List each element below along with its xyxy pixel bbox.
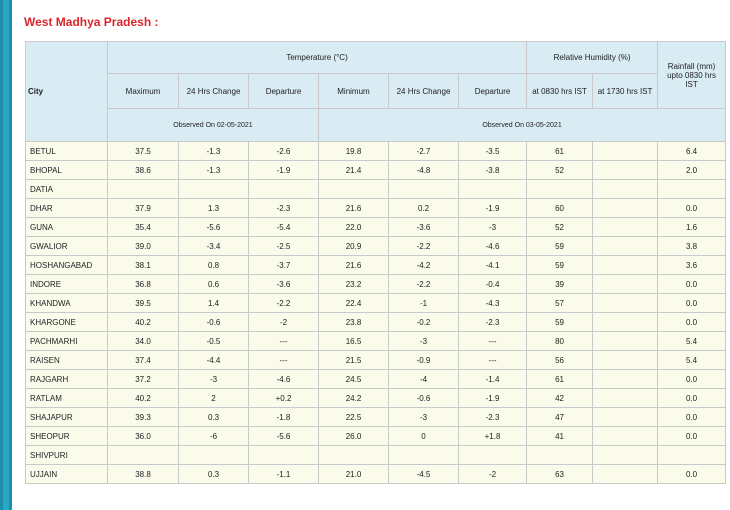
rh-0830-cell: 61 bbox=[527, 370, 593, 389]
rh-1730-cell bbox=[593, 142, 658, 161]
max-departure-cell: -3.7 bbox=[249, 256, 319, 275]
max-temp-cell: 35.4 bbox=[108, 218, 179, 237]
max-change-cell: -4.4 bbox=[179, 351, 249, 370]
humidity-header: Relative Humidity (%) bbox=[527, 42, 658, 74]
max-temp-cell: 38.6 bbox=[108, 161, 179, 180]
max-change-cell: -3.4 bbox=[179, 237, 249, 256]
max-departure-cell: -5.6 bbox=[249, 427, 319, 446]
min-change-cell: -1 bbox=[389, 294, 459, 313]
rainfall-cell bbox=[658, 180, 726, 199]
min-temp-cell: 20.9 bbox=[319, 237, 389, 256]
max-change-cell bbox=[179, 180, 249, 199]
min-temp-cell: 24.2 bbox=[319, 389, 389, 408]
min-header: Minimum bbox=[319, 74, 389, 109]
rh-0830-cell bbox=[527, 180, 593, 199]
observed-min-date: Observed On 03-05-2021 bbox=[319, 109, 726, 142]
max-departure-cell bbox=[249, 180, 319, 199]
table-row bbox=[26, 199, 726, 218]
max-departure-cell: -5.4 bbox=[249, 218, 319, 237]
region-title: West Madhya Pradesh : bbox=[24, 15, 159, 29]
rainfall-header: Rainfall (mm) upto 0830 hrs IST bbox=[658, 42, 726, 109]
min-change-cell: -4.5 bbox=[389, 465, 459, 484]
max-change-cell: -3 bbox=[179, 370, 249, 389]
max-change-cell: 0.3 bbox=[179, 408, 249, 427]
max-change-cell: -0.6 bbox=[179, 313, 249, 332]
city-cell: GWALIOR bbox=[26, 237, 108, 256]
rainfall-cell: 0.0 bbox=[658, 199, 726, 218]
min-change-cell: 0 bbox=[389, 427, 459, 446]
max-header: Maximum bbox=[108, 74, 179, 109]
rh-0830-cell: 39 bbox=[527, 275, 593, 294]
min-change-cell: -0.2 bbox=[389, 313, 459, 332]
min-temp-cell: 19.8 bbox=[319, 142, 389, 161]
max-temp-cell: 40.2 bbox=[108, 313, 179, 332]
rainfall-cell: 6.4 bbox=[658, 142, 726, 161]
rh-0830-cell: 47 bbox=[527, 408, 593, 427]
rainfall-cell: 1.6 bbox=[658, 218, 726, 237]
min-change-cell: 0.2 bbox=[389, 199, 459, 218]
min-departure-cell: -2 bbox=[459, 465, 527, 484]
rainfall-cell: 5.4 bbox=[658, 332, 726, 351]
min-temp-cell: 21.6 bbox=[319, 199, 389, 218]
max-change-cell: -0.5 bbox=[179, 332, 249, 351]
rh-1730-cell bbox=[593, 180, 658, 199]
min-temp-cell: 22.5 bbox=[319, 408, 389, 427]
rh-1730-cell bbox=[593, 275, 658, 294]
temperature-header: Temperature (°C) bbox=[108, 42, 527, 74]
table-row bbox=[26, 427, 726, 446]
rh-0830-cell: 60 bbox=[527, 199, 593, 218]
rh-1730-cell bbox=[593, 237, 658, 256]
max-temp-cell: 36.8 bbox=[108, 275, 179, 294]
max-departure-cell: -2.3 bbox=[249, 199, 319, 218]
rainfall-cell bbox=[658, 446, 726, 465]
max-departure-cell: -3.6 bbox=[249, 275, 319, 294]
max-departure-cell: +0.2 bbox=[249, 389, 319, 408]
table-row bbox=[26, 237, 726, 256]
rh-0830-cell: 59 bbox=[527, 237, 593, 256]
max-temp-cell: 37.5 bbox=[108, 142, 179, 161]
min-departure-cell: --- bbox=[459, 351, 527, 370]
max-departure-cell: -2.6 bbox=[249, 142, 319, 161]
min-change-cell: -4.2 bbox=[389, 256, 459, 275]
rh-0830-cell: 41 bbox=[527, 427, 593, 446]
min-departure-cell: -3.8 bbox=[459, 161, 527, 180]
city-cell: KHARGONE bbox=[26, 313, 108, 332]
rh-0830-cell: 80 bbox=[527, 332, 593, 351]
max-temp-cell bbox=[108, 180, 179, 199]
rh-1730-cell bbox=[593, 427, 658, 446]
rainfall-cell: 3.8 bbox=[658, 237, 726, 256]
city-cell: SHEOPUR bbox=[26, 427, 108, 446]
table-body bbox=[26, 142, 726, 484]
min-temp-cell: 26.0 bbox=[319, 427, 389, 446]
min-temp-cell: 22.0 bbox=[319, 218, 389, 237]
max-departure-cell: -2.2 bbox=[249, 294, 319, 313]
rh-0830-cell: 57 bbox=[527, 294, 593, 313]
max-change-cell: 1.4 bbox=[179, 294, 249, 313]
table-row bbox=[26, 275, 726, 294]
max-change-cell: 1.3 bbox=[179, 199, 249, 218]
rh-0830-cell: 61 bbox=[527, 142, 593, 161]
max-change-cell: 0.3 bbox=[179, 465, 249, 484]
min-change-cell: -0.6 bbox=[389, 389, 459, 408]
min-temp-cell: 22.4 bbox=[319, 294, 389, 313]
rainfall-cell: 0.0 bbox=[658, 408, 726, 427]
min-change-cell bbox=[389, 180, 459, 199]
max-change-cell: -6 bbox=[179, 427, 249, 446]
city-cell: RAJGARH bbox=[26, 370, 108, 389]
max-departure-cell: -1.8 bbox=[249, 408, 319, 427]
max-temp-cell: 38.1 bbox=[108, 256, 179, 275]
rainfall-cell: 5.4 bbox=[658, 351, 726, 370]
max-change-header: 24 Hrs Change bbox=[179, 74, 249, 109]
table-row bbox=[26, 446, 726, 465]
rh-0830-cell: 52 bbox=[527, 218, 593, 237]
rh-1730-cell bbox=[593, 465, 658, 484]
max-departure-header: Departure bbox=[249, 74, 319, 109]
rainfall-cell: 0.0 bbox=[658, 313, 726, 332]
max-change-cell bbox=[179, 446, 249, 465]
table-row bbox=[26, 351, 726, 370]
rh-1730-cell bbox=[593, 389, 658, 408]
max-departure-cell: -1.1 bbox=[249, 465, 319, 484]
city-cell: DATIA bbox=[26, 180, 108, 199]
table-row bbox=[26, 313, 726, 332]
max-change-cell: -1.3 bbox=[179, 161, 249, 180]
table-row bbox=[26, 408, 726, 427]
min-departure-cell: -3.5 bbox=[459, 142, 527, 161]
rainfall-cell: 0.0 bbox=[658, 427, 726, 446]
min-departure-cell: -3 bbox=[459, 218, 527, 237]
max-temp-cell: 34.0 bbox=[108, 332, 179, 351]
rh-1730-cell bbox=[593, 294, 658, 313]
min-temp-cell: 23.8 bbox=[319, 313, 389, 332]
table-row bbox=[26, 142, 726, 161]
city-cell: UJJAIN bbox=[26, 465, 108, 484]
rainfall-cell: 2.0 bbox=[658, 161, 726, 180]
min-temp-cell: 16.5 bbox=[319, 332, 389, 351]
rh-1730-cell bbox=[593, 446, 658, 465]
min-departure-cell: -1.4 bbox=[459, 370, 527, 389]
max-change-cell: 2 bbox=[179, 389, 249, 408]
max-departure-cell: -1.9 bbox=[249, 161, 319, 180]
min-departure-cell bbox=[459, 180, 527, 199]
min-temp-cell: 21.6 bbox=[319, 256, 389, 275]
min-temp-cell bbox=[319, 180, 389, 199]
min-departure-cell bbox=[459, 446, 527, 465]
city-cell: HOSHANGABAD bbox=[26, 256, 108, 275]
max-change-cell: 0.8 bbox=[179, 256, 249, 275]
min-departure-cell: -4.6 bbox=[459, 237, 527, 256]
report-page bbox=[12, 0, 730, 510]
rainfall-cell: 3.6 bbox=[658, 256, 726, 275]
city-cell: SHAJAPUR bbox=[26, 408, 108, 427]
min-departure-cell: -0.4 bbox=[459, 275, 527, 294]
left-edge-bar-inner bbox=[3, 0, 9, 510]
max-temp-cell: 40.2 bbox=[108, 389, 179, 408]
city-cell: KHANDWA bbox=[26, 294, 108, 313]
min-change-cell: -2.2 bbox=[389, 237, 459, 256]
table-row bbox=[26, 370, 726, 389]
max-temp-cell: 37.9 bbox=[108, 199, 179, 218]
rh-0830-cell: 56 bbox=[527, 351, 593, 370]
min-temp-cell: 21.4 bbox=[319, 161, 389, 180]
city-cell: SHIVPURI bbox=[26, 446, 108, 465]
rh-1730-cell bbox=[593, 370, 658, 389]
rainfall-cell: 0.0 bbox=[658, 294, 726, 313]
min-change-cell: -4.8 bbox=[389, 161, 459, 180]
min-departure-cell: -1.9 bbox=[459, 389, 527, 408]
city-cell: INDORE bbox=[26, 275, 108, 294]
max-change-cell: 0.6 bbox=[179, 275, 249, 294]
max-departure-cell: -2.5 bbox=[249, 237, 319, 256]
rh-1730-cell bbox=[593, 256, 658, 275]
rh-0830-cell: 59 bbox=[527, 313, 593, 332]
rh-1730-cell bbox=[593, 199, 658, 218]
rainfall-cell: 0.0 bbox=[658, 370, 726, 389]
observed-max-date: Observed On 02-05-2021 bbox=[108, 109, 319, 142]
rh-0830-cell: 52 bbox=[527, 161, 593, 180]
rainfall-cell: 0.0 bbox=[658, 465, 726, 484]
max-temp-cell: 38.8 bbox=[108, 465, 179, 484]
rh-0830-cell: 42 bbox=[527, 389, 593, 408]
max-temp-cell: 36.0 bbox=[108, 427, 179, 446]
min-temp-cell: 21.5 bbox=[319, 351, 389, 370]
left-edge-bar bbox=[0, 0, 12, 510]
min-departure-cell: --- bbox=[459, 332, 527, 351]
table-row bbox=[26, 465, 726, 484]
table-row bbox=[26, 256, 726, 275]
min-departure-cell: +1.8 bbox=[459, 427, 527, 446]
min-departure-cell: -2.3 bbox=[459, 408, 527, 427]
min-departure-cell: -4.1 bbox=[459, 256, 527, 275]
table-row bbox=[26, 294, 726, 313]
city-cell: RATLAM bbox=[26, 389, 108, 408]
city-cell: BHOPAL bbox=[26, 161, 108, 180]
table-row bbox=[26, 161, 726, 180]
min-change-cell: -3 bbox=[389, 408, 459, 427]
table-row bbox=[26, 180, 726, 199]
min-change-header: 24 Hrs Change bbox=[389, 74, 459, 109]
rh-0830-cell bbox=[527, 446, 593, 465]
rh-1730-cell bbox=[593, 161, 658, 180]
rh-1730-cell bbox=[593, 218, 658, 237]
max-departure-cell: --- bbox=[249, 332, 319, 351]
rainfall-cell: 0.0 bbox=[658, 275, 726, 294]
min-change-cell: -2.7 bbox=[389, 142, 459, 161]
rh-1730-cell bbox=[593, 332, 658, 351]
table-row bbox=[26, 332, 726, 351]
max-temp-cell: 39.5 bbox=[108, 294, 179, 313]
rainfall-cell: 0.0 bbox=[658, 389, 726, 408]
max-temp-cell bbox=[108, 446, 179, 465]
rh-1730-cell bbox=[593, 351, 658, 370]
city-cell: GUNA bbox=[26, 218, 108, 237]
rh-0830-cell: 59 bbox=[527, 256, 593, 275]
min-departure-cell: -2.3 bbox=[459, 313, 527, 332]
min-change-cell bbox=[389, 446, 459, 465]
city-cell: BETUL bbox=[26, 142, 108, 161]
city-header: City bbox=[26, 42, 108, 142]
rh-1730-header: at 1730 hrs IST bbox=[593, 74, 658, 109]
rh-0830-cell: 63 bbox=[527, 465, 593, 484]
min-departure-cell: -1.9 bbox=[459, 199, 527, 218]
min-departure-cell: -4.3 bbox=[459, 294, 527, 313]
min-change-cell: -0.9 bbox=[389, 351, 459, 370]
min-temp-cell: 24.5 bbox=[319, 370, 389, 389]
min-temp-cell: 23.2 bbox=[319, 275, 389, 294]
min-temp-cell: 21.0 bbox=[319, 465, 389, 484]
table-row bbox=[26, 389, 726, 408]
max-temp-cell: 39.0 bbox=[108, 237, 179, 256]
rh-0830-header: at 0830 hrs IST bbox=[527, 74, 593, 109]
city-cell: RAISEN bbox=[26, 351, 108, 370]
max-departure-cell: --- bbox=[249, 351, 319, 370]
min-temp-cell bbox=[319, 446, 389, 465]
rh-1730-cell bbox=[593, 313, 658, 332]
max-departure-cell: -4.6 bbox=[249, 370, 319, 389]
max-change-cell: -5.6 bbox=[179, 218, 249, 237]
min-departure-header: Departure bbox=[459, 74, 527, 109]
rh-1730-cell bbox=[593, 408, 658, 427]
min-change-cell: -2.2 bbox=[389, 275, 459, 294]
max-departure-cell bbox=[249, 446, 319, 465]
table-row bbox=[26, 218, 726, 237]
max-temp-cell: 37.2 bbox=[108, 370, 179, 389]
city-cell: DHAR bbox=[26, 199, 108, 218]
max-temp-cell: 37.4 bbox=[108, 351, 179, 370]
max-change-cell: -1.3 bbox=[179, 142, 249, 161]
max-departure-cell: -2 bbox=[249, 313, 319, 332]
max-temp-cell: 39.3 bbox=[108, 408, 179, 427]
min-change-cell: -3 bbox=[389, 332, 459, 351]
min-change-cell: -4 bbox=[389, 370, 459, 389]
min-change-cell: -3.6 bbox=[389, 218, 459, 237]
city-cell: PACHMARHI bbox=[26, 332, 108, 351]
weather-table bbox=[25, 41, 726, 484]
